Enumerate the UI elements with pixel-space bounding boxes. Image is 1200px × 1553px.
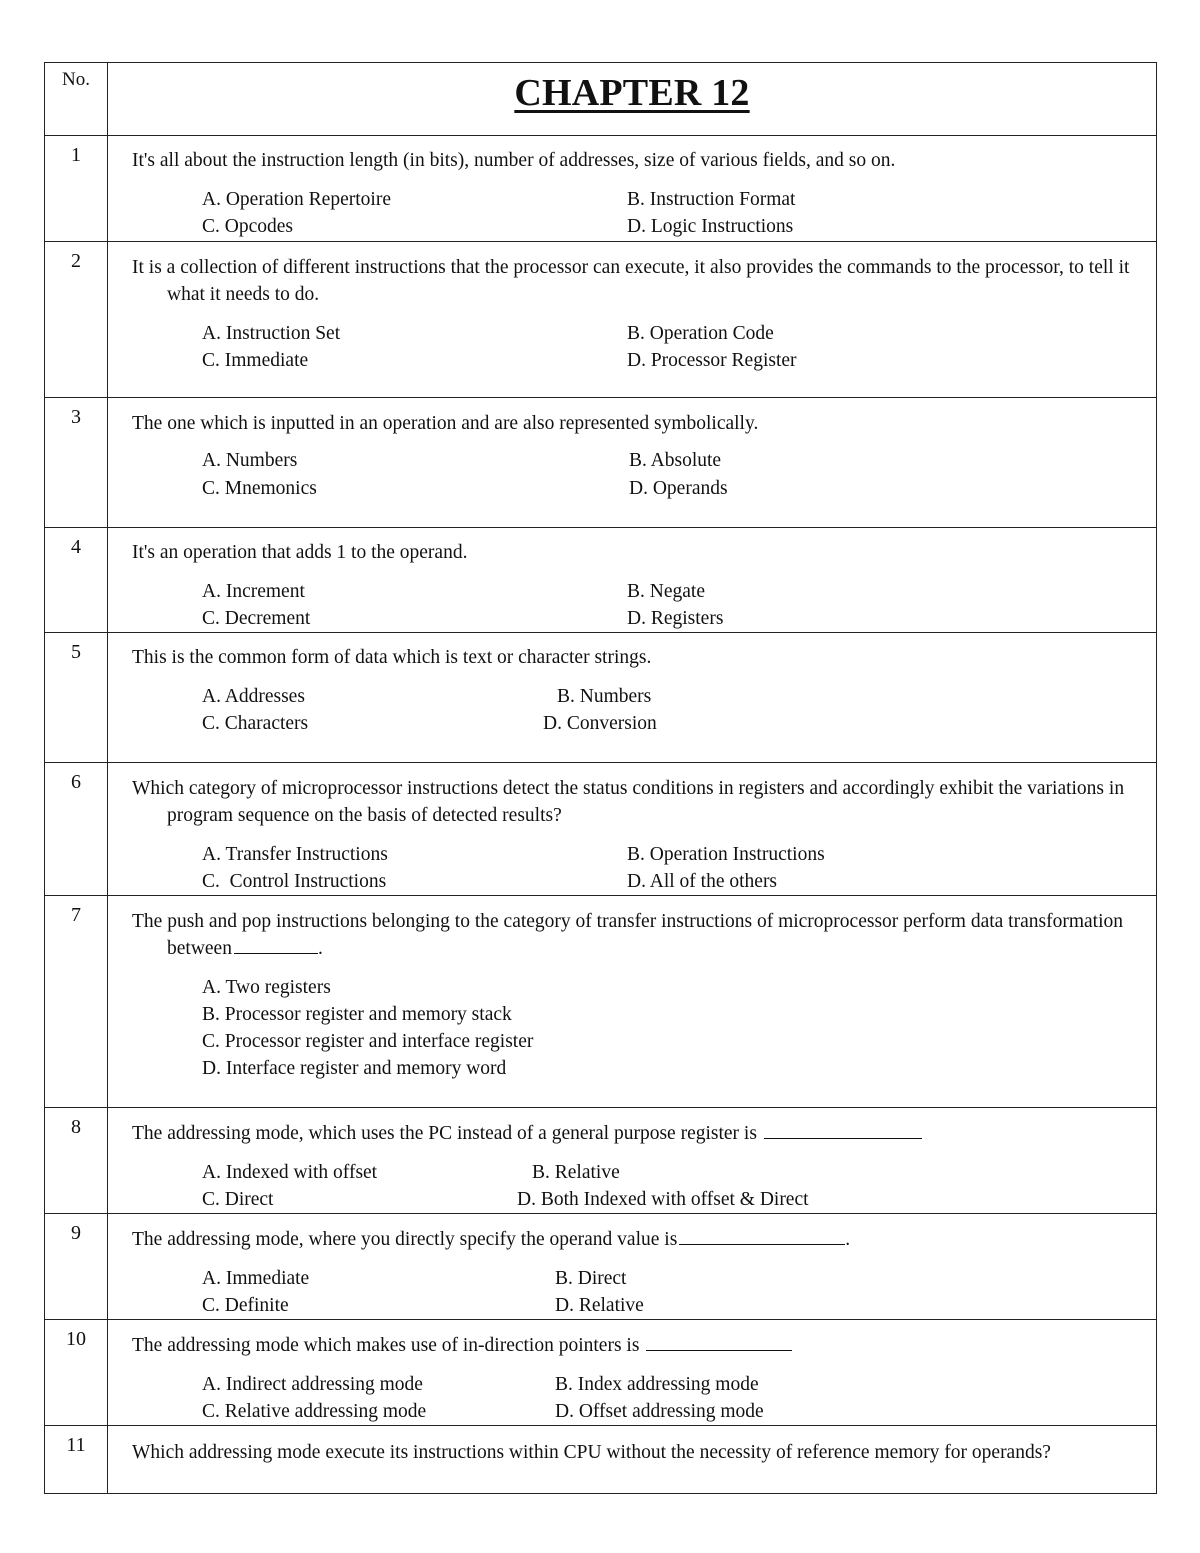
- question-text: It is a collection of different instructions that the processor can execute, it also provides the commands to the processor, to tell it what it needs to do.: [132, 257, 1130, 305]
- question-number: 9: [45, 1214, 108, 1320]
- fill-in-blank: [234, 935, 318, 954]
- option-d: D. Conversion: [543, 713, 657, 734]
- question-row-8: [45, 1108, 1157, 1214]
- question-number: 3: [45, 398, 108, 528]
- option-d: D. Registers: [627, 608, 724, 629]
- option-d: D. Offset addressing mode: [555, 1401, 764, 1422]
- question-text: It's all about the instruction length (in bits), number of addresses, size of various fields, and so on.: [132, 150, 896, 171]
- question-text: It's an operation that adds 1 to the operand.: [132, 542, 468, 563]
- question-cell: [108, 136, 1157, 242]
- option-a: A. Instruction Set: [202, 323, 341, 344]
- question-row-4: [45, 528, 1157, 633]
- question-number: 7: [45, 896, 108, 1108]
- option-a: A. Two registers: [202, 977, 331, 998]
- fill-in-blank: [764, 1120, 922, 1139]
- option-d: D. Both Indexed with offset & Direct: [517, 1189, 809, 1210]
- option-c: C. Characters: [202, 713, 309, 734]
- option-d: D. Logic Instructions: [627, 216, 794, 237]
- option-a: A. Numbers: [202, 450, 298, 471]
- option-c: C. Decrement: [202, 608, 311, 629]
- question-cell: [108, 398, 1157, 528]
- question-text: [132, 1120, 1146, 1147]
- question-cell: [108, 1426, 1157, 1494]
- option-b: B. Operation Code: [627, 323, 774, 344]
- fill-in-blank: [646, 1332, 792, 1351]
- question-number: 10: [45, 1320, 108, 1426]
- question-cell: [108, 1320, 1157, 1426]
- question-row-5: [45, 633, 1157, 763]
- question-number: 11: [45, 1426, 108, 1494]
- option-b: B. Index addressing mode: [555, 1374, 759, 1395]
- option-c: C. Definite: [202, 1295, 289, 1316]
- question-text: [132, 1226, 1146, 1253]
- question-row-7: [45, 896, 1157, 1108]
- option-b: B. Relative: [532, 1162, 620, 1183]
- header-row: [45, 63, 1157, 136]
- option-c: C. Direct: [202, 1189, 274, 1210]
- question-table: [44, 62, 1157, 1494]
- option-c: C. Relative addressing mode: [202, 1401, 427, 1422]
- title-cell: [108, 63, 1157, 136]
- option-b: B. Absolute: [629, 450, 722, 471]
- question-text: The one which is inputted in an operation and are also represented symbolically.: [132, 413, 759, 434]
- option-b: B. Operation Instructions: [627, 844, 825, 865]
- answer-options: [132, 186, 1146, 240]
- option-d: D. All of the others: [627, 871, 778, 892]
- question-number: 1: [45, 136, 108, 242]
- answer-options: [132, 683, 1146, 737]
- question-cell: [108, 633, 1157, 763]
- option-c: C. Immediate: [202, 350, 309, 371]
- answer-options: [132, 447, 1146, 503]
- question-text-start: The addressing mode which makes use of in-direction pointers is: [132, 1335, 640, 1356]
- question-row-10: [45, 1320, 1157, 1426]
- question-text: Which addressing mode execute its instructions within CPU without the necessity of reference memory for operands?: [132, 1442, 1051, 1463]
- question-row-1: [45, 136, 1157, 242]
- option-a: A. Transfer Instructions: [202, 844, 388, 865]
- question-row-3: [45, 398, 1157, 528]
- option-b: B. Numbers: [557, 686, 652, 707]
- option-b: B. Instruction Format: [627, 189, 796, 210]
- question-text-end: .: [317, 938, 323, 959]
- question-text: [132, 1332, 1146, 1359]
- page-title: CHAPTER 12: [514, 72, 750, 114]
- question-number: 2: [45, 242, 108, 398]
- question-number: 6: [45, 763, 108, 896]
- question-text-start: The addressing mode, which uses the PC instead of a general purpose register is: [132, 1123, 757, 1144]
- question-text-end: .: [845, 1229, 851, 1250]
- answer-options: [132, 974, 1146, 1082]
- question-number: 5: [45, 633, 108, 763]
- question-row-9: [45, 1214, 1157, 1320]
- option-d: D. Relative: [555, 1295, 644, 1316]
- option-d: D. Processor Register: [627, 350, 797, 371]
- option-b: B. Negate: [627, 581, 705, 602]
- question-text: [132, 908, 1146, 962]
- option-a: A. Operation Repertoire: [202, 189, 391, 210]
- option-a: A. Immediate: [202, 1268, 310, 1289]
- question-cell: [108, 242, 1157, 398]
- option-c: C. Mnemonics: [202, 478, 317, 499]
- answer-options: [132, 1371, 1146, 1425]
- option-c: C. Processor register and interface register: [202, 1031, 534, 1052]
- question-number: 8: [45, 1108, 108, 1214]
- question-row-6: [45, 763, 1157, 896]
- option-d: D. Operands: [629, 478, 728, 499]
- answer-options: [132, 1159, 1146, 1213]
- question-text: Which category of microprocessor instructions detect the status conditions in registers and accordingly exhibit the variations in program sequence on the basis of detected results?: [132, 778, 1125, 826]
- question-cell: [108, 528, 1157, 633]
- option-d: D. Interface register and memory word: [202, 1058, 507, 1079]
- question-number: 4: [45, 528, 108, 633]
- option-a: A. Addresses: [202, 686, 305, 707]
- option-a: A. Indirect addressing mode: [202, 1374, 423, 1395]
- answer-options: [132, 320, 1146, 374]
- question-cell: [108, 1108, 1157, 1214]
- question-row-2: [45, 242, 1157, 398]
- question-text-start: The addressing mode, where you directly specify the operand value is: [132, 1229, 678, 1250]
- question-text: This is the common form of data which is text or character strings.: [132, 647, 652, 668]
- question-cell: [108, 763, 1157, 896]
- question-row-11: [45, 1426, 1157, 1494]
- option-a: A. Indexed with offset: [202, 1162, 378, 1183]
- option-c: C. Opcodes: [202, 216, 293, 237]
- question-text-start: The push and pop instructions belonging to the category of transfer instructions of microprocessor perform data transformation between: [132, 911, 1123, 959]
- answer-options: [132, 1265, 1146, 1319]
- option-a: A. Increment: [202, 581, 305, 602]
- answer-options: [132, 578, 1146, 632]
- question-cell: [108, 896, 1157, 1108]
- option-b: B. Direct: [555, 1268, 627, 1289]
- no-column-header: No.: [45, 63, 108, 136]
- answer-options: [132, 841, 1146, 895]
- question-cell: [108, 1214, 1157, 1320]
- fill-in-blank: [679, 1226, 845, 1245]
- option-c: C. Control Instructions: [202, 871, 387, 892]
- option-b: B. Processor register and memory stack: [202, 1004, 512, 1025]
